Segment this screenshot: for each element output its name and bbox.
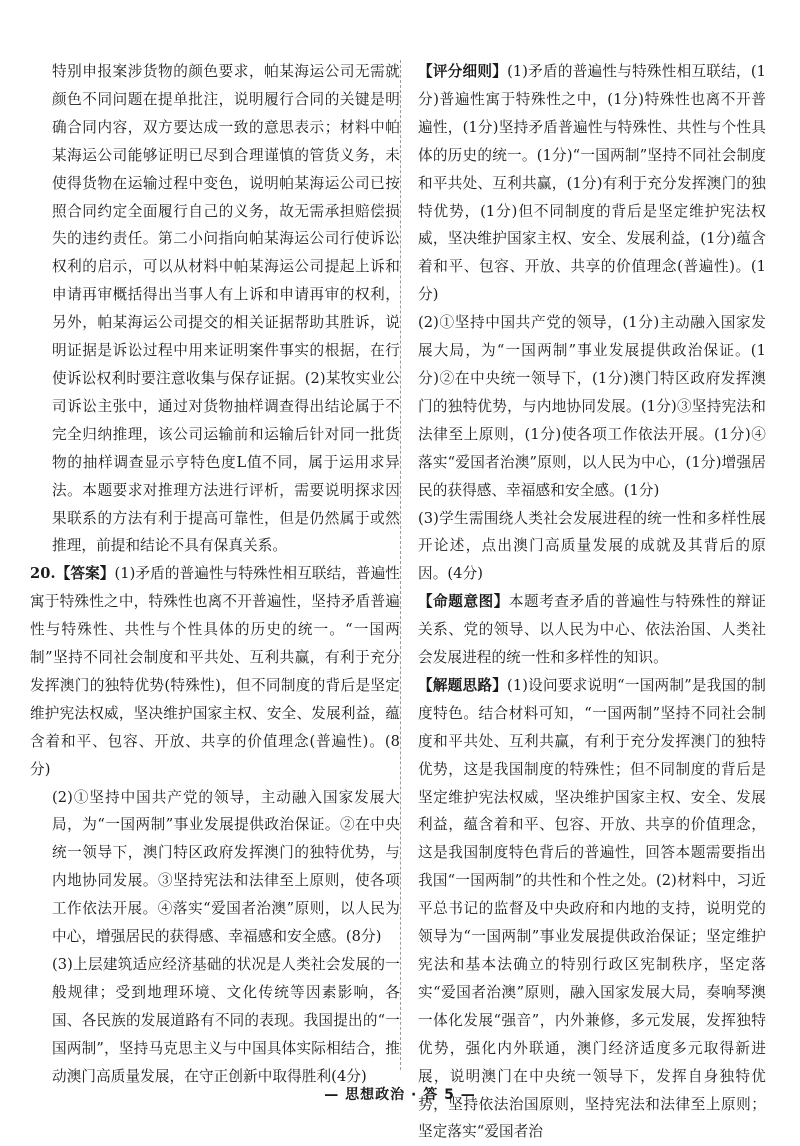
q20-answer [30, 560, 400, 783]
right-column [418, 58, 766, 1146]
question-number: 20. [30, 565, 56, 583]
q20-part3: (3)上层建筑适应经济基础的状况是人类社会发展的一般规律；受到地理环境、文化传统等因素影响，各国、各民族的发展道路有不同的表现。我国提出的“一国两制”，坚持马克思主义与中国具体实际相结合，推动澳门高质量发展，在守正创新中取得胜利(4分) [52, 956, 400, 1085]
grading-part2: (2)①坚持中国共产党的领导，(1分)主动融入国家发展大局，为“一国两制”事业发展提供政治保证。(1分)②在中央统一领导下，(1分)澳门特区政府发挥澳门的独特优势，与内地协同发展。(1分)③坚持宪法和法律至上原则，(1分)使各项工作依法开展。(1分)④落实“爱国者治澳”原则，以人民为中心，(1分)增强居民的获得感、幸福感和安全感。(1分) [418, 314, 766, 499]
solution-tag: 【解题思路】 [418, 676, 508, 694]
grading-part1 [418, 58, 766, 309]
intent-section [418, 588, 766, 672]
page-footer: — 思想政治 · 答 5 — [324, 1087, 476, 1103]
left-column [30, 58, 400, 1091]
solution-section [418, 672, 766, 1146]
answer-tag: 【答案】 [55, 565, 115, 583]
intent-tag: 【命题意图】 [418, 593, 509, 611]
grading-part3: (3)学生需围绕人类社会发展进程的统一性和多样性展开论述，点出澳门高质量发展的成就及其背后的原因。(4分) [418, 509, 766, 583]
q20-part1: (1)矛盾的普遍性与特殊性相互联结，普遍性寓于特殊性之中，特殊性也离不开普遍性，坚持矛盾普遍性与特殊性、共性与个性具体的历史的统一。“一国两制”坚持不同社会制度和平共处、互利共赢，有利于充分发挥澳门的独特优势(特殊性)，但不同制度的背后是坚定维护宪法权威，坚决维护国家主权、安全、发展利益，蕴含着和平、包容、开放、共享的价值理念(普遍性)。(8分) [30, 565, 400, 778]
q19-continuation: 特别申报案涉货物的颜色要求，帕某海运公司无需就颜色不同问题在提单批注，说明履行合同的关键是明确合同内容，双方要达成一致的意思表示；材料中帕某海运公司能够证明已尽到合理谨慎的管货义务，未使得货物在运输过程中变色，说明帕某海运公司已按照合同约定全面履行自己的义务，故无需承担赔偿损失的违约责任。第二小问指向帕某海运公司行使诉讼权利的启示，可以从材料中帕某海运公司提起上诉和申请再审概括得出当事人有上诉和申请再审的权利，另外，帕某海运公司提交的相关证据帮助其胜诉，说明证据是诉讼过程中用来证明案件事实的根据，在行使诉讼权利时要注意收集与保存证据。(2)某牧实业公司诉讼主张中，通过对货物抽样调查得出结论属于不完全归纳推理，该公司运输前和运输后针对同一批货物的抽样调查显示亨特色度L值不同，属于运用求异法。本题要求对推理方法进行评析，需要说明探求因果联系的方法有利于提高可靠性，但是仍然属于或然推理，前提和结论不具有保真关系。 [52, 63, 400, 555]
q20-part2: (2)①坚持中国共产党的领导，主动融入国家发展大局，为“一国两制”事业发展提供政治保证。②在中央统一领导下，澳门特区政府发挥澳门的独特优势，与内地协同发展。③坚持宪法和法律至上原则，使各项工作依法开展。④落实“爱国者治澳”原则，以人民为中心，增强居民的获得感、幸福感和安全感。(8分) [52, 788, 400, 946]
column-divider [400, 60, 401, 1070]
solution-text: (1)设问要求说明“一国两制”是我国的制度特色。结合材料可知，“一国两制”坚持不同社会制度和平共处、互利共赢，有利于充分发挥澳门的独特优势，这是我国制度的特殊性；但不同制度的背后是坚定维护宪法权威，坚决维护国家主权、安全、发展利益，蕴含着和平、包容、开放、共享的价值理念，这是我国制度特色背后的普遍性，回答本题需要指出我国“一国两制”的共性和个性之处。(2)材料中，习近平总书记的监督及中央政府和内地的支持，说明党的领导为“一国两制”事业发展提供政治保证；坚定维护宪法和基本法确立的特别行政区宪制秩序，坚定落实“爱国者治澳”原则，融入国家发展大局，奏响琴澳一体化发展“强音”，内外兼修，多元发展，发挥独特优势，强化内外联通，澳门经济适度多元取得新进展，说明澳门在中央统一领导下，发挥自身独特优势，坚持依法治国原则，坚持宪法和法律至上原则；坚定落实“爱国者治 [418, 676, 766, 1141]
grading-tag: 【评分细则】 [418, 63, 508, 80]
intent-text: 本题考查矛盾的普遍性与特殊性的辩证关系、党的领导、以人民为中心、依法治国、人类社会发展进程的统一性和多样性的知识。 [418, 593, 766, 667]
grading-part1-text: (1)矛盾的普遍性与特殊性相互联结，(1分)普遍性寓于特殊性之中，(1分)特殊性也离不开普遍性，(1分)坚持矛盾普遍性与特殊性、共性与个性具体的历史的统一。(1分)“一国两制”坚持不同社会制度和平共处、互利共赢，(1分)有利于充分发挥澳门的独特优势，(1分)但不同制度的背后是坚定维护宪法权威，坚决维护国家主权、安全、发展利益，(1分)蕴含着和平、包容、开放、共享的价值理念(普遍性)。(1分) [418, 63, 766, 304]
